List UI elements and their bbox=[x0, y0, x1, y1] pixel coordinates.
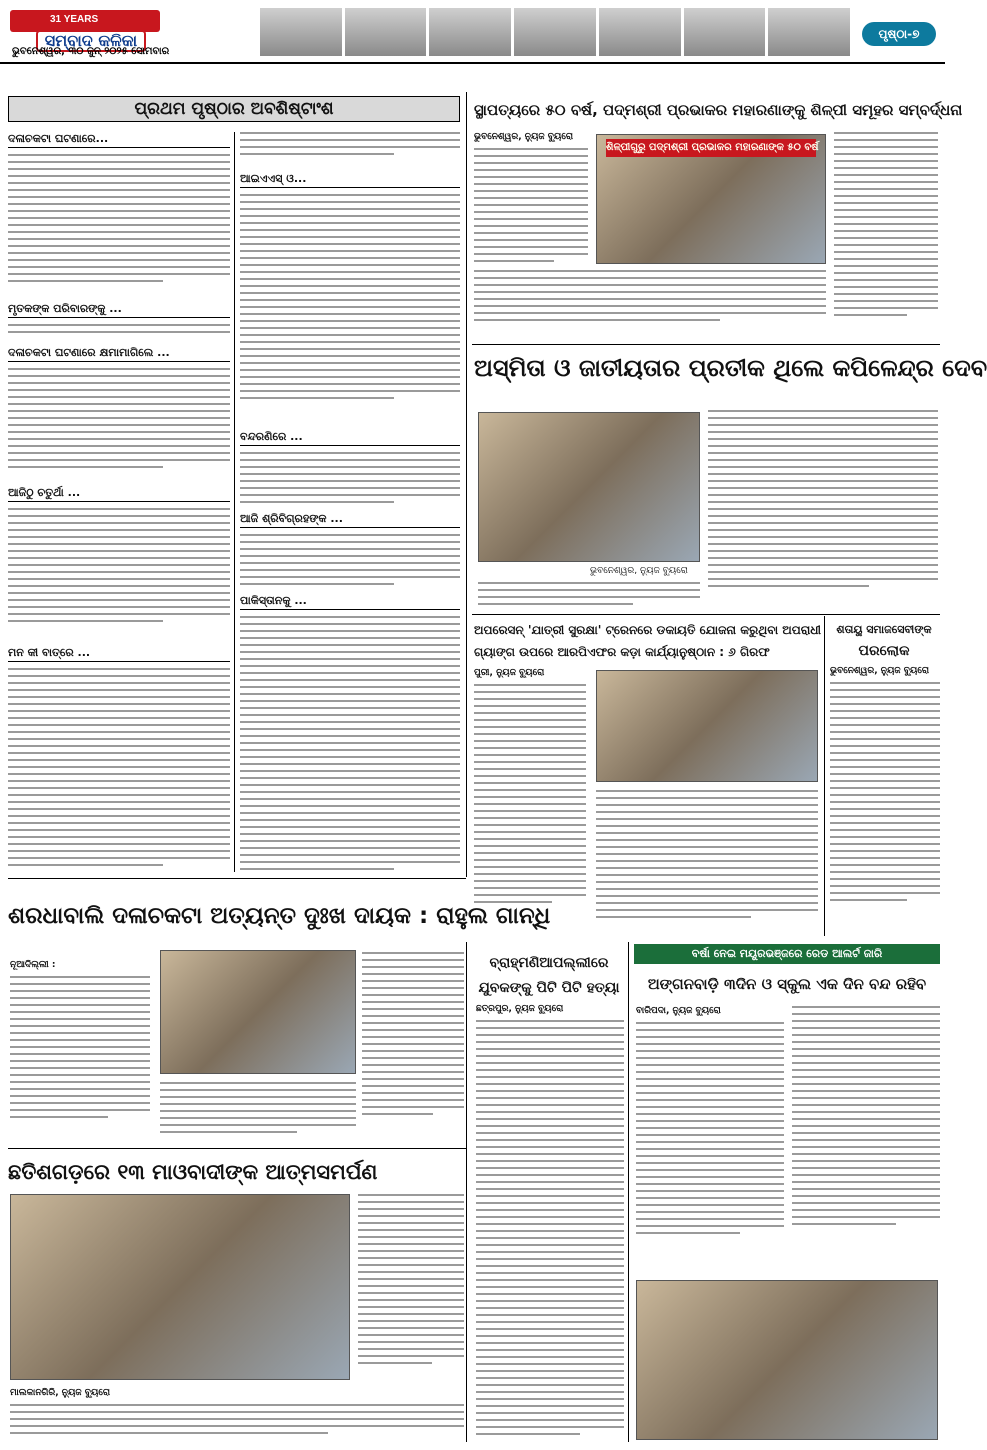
newspaper-logo: ସମ୍ବାଦ କଳିକା bbox=[36, 30, 146, 52]
article-body bbox=[8, 668, 230, 888]
byline: ବାରିପଦା, ନ୍ୟୁଜ ବ୍ୟୁରୋ bbox=[636, 1006, 721, 1016]
story-rahul-body-middle bbox=[160, 1082, 356, 1142]
headline-kapilendra: ଅସ୍ମିତା ଓ ଜାତୀୟତାର ପ୍ରତୀକ ଥିଲେ କପିଳେନ୍ଦ୍ର ଦେବ bbox=[474, 354, 987, 382]
subhead: ଆଜି ଶ୍ରିବିଗ୍ରହଙ୍କ ... bbox=[240, 512, 460, 528]
subhead: ଆଜିଠୁ ଚତୁର୍ଥା ... bbox=[8, 486, 230, 502]
photo-arrested-gang bbox=[596, 670, 818, 782]
story-padmashri-col-1 bbox=[474, 132, 588, 282]
story-social-worker-body bbox=[830, 666, 940, 936]
headline-train-line-1: ଅପରେସନ୍ 'ଯାତ୍ରୀ ସୁରକ୍ଷା' ଟ୍ରେନରେ ଡକାୟତି ଯୋଜନା କରୁଥିବା ଅପରାଧୀ bbox=[474, 623, 822, 637]
photo-padmashri-felicitation bbox=[596, 134, 826, 264]
article-body bbox=[8, 154, 230, 294]
story-maoist-col-right bbox=[358, 1194, 464, 1384]
byline: ଛତ୍ରପୁର, ନ୍ୟୁଜ ବ୍ୟୁରୋ bbox=[476, 1004, 564, 1014]
headline-maoist-surrender: ଛତିଶଗଡ଼ରେ ୧୩ ମାଓବାଦୀଙ୍କ ଆତ୍ମସମର୍ପଣ bbox=[8, 1160, 378, 1184]
dateline: ଭୁବନେଶ୍ୱର, ୩୦ ଜୁନ୍ ୨୦୨୫ ସୋମବାର bbox=[12, 46, 170, 57]
masthead-photo bbox=[429, 8, 511, 56]
article-body bbox=[8, 508, 230, 638]
headline-padmashri: ସ୍ଥାପତ୍ୟରେ ୫୦ ବର୍ଷ, ପଦ୍ମଶ୍ରୀ ପ୍ରଭାକର ମହାରଣାଙ୍କୁ ଶିଳ୍ପୀ ସମୂହର ସମ୍ବର୍ଦ୍ଧନା bbox=[474, 101, 963, 119]
photo-schoolchildren bbox=[636, 1280, 938, 1440]
byline: ଭୁବନେଶ୍ୱର, ନ୍ୟୁଜ ବ୍ୟୁରୋ bbox=[474, 132, 574, 142]
photo-banner: ଶିଳ୍ପୀଗୁରୁ ପଦ୍ମଶ୍ରୀ ପ୍ରଭାକର ମହାରଣାଙ୍କ ୫୦ ବର୍ଷ bbox=[606, 139, 816, 157]
photo-caption: ଭୁବନେଶ୍ୱର, ନ୍ୟୁଜ ବ୍ୟୁରୋ bbox=[590, 566, 688, 576]
continuation-col-2 bbox=[240, 132, 460, 872]
headline-train-line-2: ଗ୍ୟାଙ୍ଗ ଉପରେ ଆରପିଏଫର କଡ଼ା କାର୍ଯ୍ୟାନୁଷ୍ଠାନ : ୬ ଗିରଫ bbox=[474, 645, 770, 659]
page-number-badge: ପୃଷ୍ଠା-୭ bbox=[862, 22, 936, 46]
masthead-photo bbox=[684, 8, 766, 56]
story-murder-body bbox=[476, 1004, 624, 1444]
story-maoist-bottom bbox=[10, 1388, 464, 1444]
headline-rahul-gandhi: ଶରଧାବାଲି ଦଳାଚକଟା ଅତ୍ୟନ୍ତ ଦୁଃଖ ଦାୟକ : ରାହୁଲ ଗାନ୍ଧି bbox=[8, 903, 551, 929]
section-title: ପ୍ରଥମ ପୃଷ୍ଠାର ଅବଶିଷ୍ଟାଂଶ bbox=[8, 96, 460, 122]
headline-murder-line-2: ଯୁବକଙ୍କୁ ପିଟି ପିଟି ହତ୍ୟା bbox=[478, 980, 620, 996]
story-kapilendra-body-left bbox=[478, 582, 700, 610]
subhead: ମୃତକଙ୍କ ପରିବାରଙ୍କୁ ... bbox=[8, 302, 230, 318]
headline-anganwadi-closed: ଅଙ୍ଗନବାଡ଼ି ୩ଦିନ ଓ ସ୍କୁଲ ଏକ ଦିନ ବନ୍ଦ ରହିବ bbox=[647, 975, 927, 993]
subhead: ଆଇଏଏସ୍ ଓ... bbox=[240, 172, 460, 188]
headline-social-worker-line-2: ପରଲୋକ bbox=[858, 643, 910, 659]
photo-kapilendra-lamp-lighting bbox=[478, 412, 700, 562]
subhead: ଦଳାଚକଟା ଘଟଣାରେ... bbox=[8, 132, 230, 148]
photo-rahul-gandhi bbox=[160, 950, 356, 1074]
subhead: ବନ୍ଦରଣିରେ ... bbox=[240, 430, 460, 446]
logo-years: 31 YEARS bbox=[50, 14, 99, 25]
kicker-red-alert: ବର୍ଷା ନେଇ ମୟୂରଭଞ୍ଜରେ ରେଡ ଆଲର୍ଟ ଜାରି bbox=[634, 944, 940, 964]
headline-social-worker-line-1: ଶତାୟୁ ସମାଜସେବୀଙ୍କ bbox=[836, 623, 932, 636]
masthead-photo bbox=[514, 8, 596, 56]
story-rahul-col-3 bbox=[362, 952, 464, 1142]
story-rain-col-2 bbox=[792, 1006, 940, 1272]
story-train-col-1 bbox=[474, 668, 586, 938]
story-padmashri-body-lower bbox=[474, 270, 826, 340]
byline: ପୁରୀ, ନ୍ୟୁଜ ବ୍ୟୁରୋ bbox=[474, 668, 545, 678]
byline: ନୂଆଦିଲ୍ଲୀ : bbox=[10, 960, 56, 970]
story-kapilendra-body-right bbox=[708, 410, 938, 610]
article-body bbox=[240, 616, 460, 906]
article-body bbox=[240, 194, 460, 424]
subhead: ଦଳାଚକଟା ଘଟଣାରେ କ୍ଷମାମାଗିଲେ ... bbox=[8, 346, 230, 362]
masthead-photo bbox=[768, 8, 850, 56]
masthead bbox=[0, 0, 945, 64]
masthead-photo bbox=[345, 8, 427, 56]
story-rahul-col-1 bbox=[10, 960, 150, 1142]
continuation-col-1 bbox=[8, 132, 230, 872]
masthead-photo-strip bbox=[260, 8, 850, 56]
story-padmashri-col-3 bbox=[834, 132, 938, 342]
story-rain-col-1 bbox=[636, 1006, 784, 1272]
subhead: ମନ କୀ ବାତ୍‌ରେ ... bbox=[8, 646, 230, 662]
masthead-photo bbox=[599, 8, 681, 56]
headline-murder-line-1: ବ୍ରାହ୍ମଣିଆପଲ୍ଲୀରେ bbox=[489, 955, 609, 971]
byline: ମାଲକାନଗିରି, ନ୍ୟୁଜ ବ୍ୟୁରୋ bbox=[10, 1388, 111, 1398]
photo-maoist-surrender bbox=[10, 1194, 350, 1380]
byline: ଭୁବନେଶ୍ୱର, ନ୍ୟୁଜ ବ୍ୟୁରୋ bbox=[830, 666, 930, 676]
masthead-photo bbox=[260, 8, 342, 56]
subhead: ପାକିସ୍ତାନକୁ ... bbox=[240, 594, 460, 610]
article-body bbox=[8, 368, 230, 478]
story-train-body bbox=[596, 790, 818, 940]
